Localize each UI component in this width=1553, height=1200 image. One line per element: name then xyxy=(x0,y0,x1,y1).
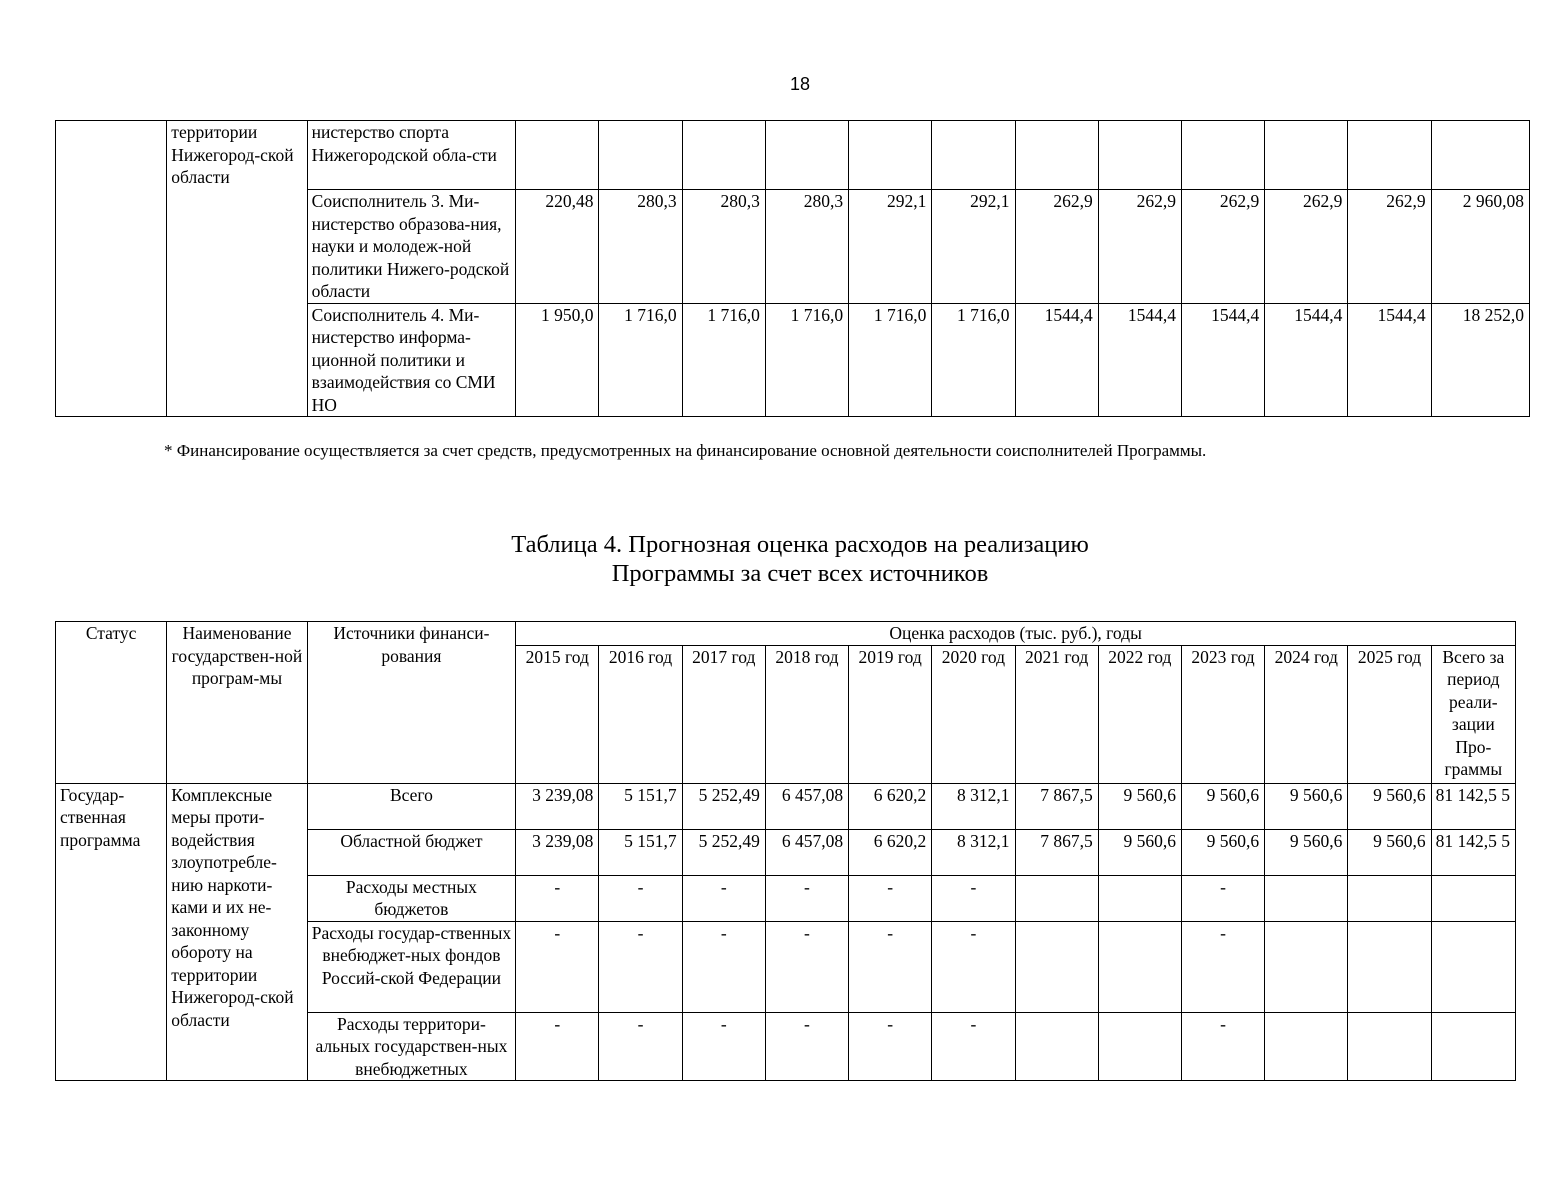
continuation-table xyxy=(55,120,1530,417)
executor-label: нистерство спорта Нижегородской обла-сти xyxy=(307,121,516,190)
value-cell: 1 716,0 xyxy=(599,303,682,417)
header-total: Всего за период реали-зации Про-граммы xyxy=(1431,645,1515,783)
value-cell: 6 457,08 xyxy=(765,783,848,829)
value-cell: - xyxy=(849,1012,932,1081)
value-cell: 5 252,49 xyxy=(682,783,765,829)
header-year: 2024 год xyxy=(1265,645,1348,783)
header-row xyxy=(56,622,1516,646)
total-cell: 18 252,0 xyxy=(1431,303,1529,417)
value-cell xyxy=(1265,921,1348,1012)
total-cell: 2 960,08 xyxy=(1431,190,1529,304)
total-cell xyxy=(1431,1012,1515,1081)
value-cell: 9 560,6 xyxy=(1265,783,1348,829)
value-cell xyxy=(1098,921,1181,1012)
value-cell: 1544,4 xyxy=(1015,303,1098,417)
value-cell: 1 716,0 xyxy=(849,303,932,417)
value-cell: 1 716,0 xyxy=(682,303,765,417)
value-cell: 3 239,08 xyxy=(516,829,599,875)
program-name-cell: территории Нижегород-ской области xyxy=(167,121,307,417)
value-cell: - xyxy=(599,875,682,921)
value-cell: 1544,4 xyxy=(1098,303,1181,417)
value-cell: 1544,4 xyxy=(1265,303,1348,417)
value-cell xyxy=(1265,875,1348,921)
value-cell: - xyxy=(1181,875,1264,921)
value-cell xyxy=(1015,921,1098,1012)
header-status: Статус xyxy=(56,622,167,784)
value-cell: 5 151,7 xyxy=(599,783,682,829)
value-cell: 262,9 xyxy=(1181,190,1264,304)
value-cell: - xyxy=(1181,921,1264,1012)
header-program-name: Наименование государствен-ной програм-мы xyxy=(167,622,307,784)
value-cell: 280,3 xyxy=(682,190,765,304)
source-cell: Расходы государ-ственных внебюджет-ных фондов Россий-ской Федерации xyxy=(307,921,516,1012)
total-cell xyxy=(1431,921,1515,1012)
value-cell: 1544,4 xyxy=(1348,303,1431,417)
value-cell: 1 716,0 xyxy=(932,303,1015,417)
expense-forecast-table xyxy=(55,621,1516,1081)
table-row xyxy=(56,121,1530,190)
value-cell: 8 312,1 xyxy=(932,829,1015,875)
value-cell xyxy=(1015,121,1098,190)
value-cell: - xyxy=(765,921,848,1012)
header-year: 2022 год xyxy=(1098,645,1181,783)
value-cell: 280,3 xyxy=(765,190,848,304)
value-cell: 6 620,2 xyxy=(849,783,932,829)
header-year: 2018 год xyxy=(765,645,848,783)
value-cell xyxy=(1098,875,1181,921)
executor-label: Соисполнитель 4. Ми-нистерство информа-ционной политики и взаимодействия со СМИ НО xyxy=(307,303,516,417)
value-cell: 292,1 xyxy=(849,190,932,304)
value-cell xyxy=(1015,875,1098,921)
source-cell: Областной бюджет xyxy=(307,829,516,875)
value-cell: - xyxy=(932,921,1015,1012)
value-cell: 3 239,08 xyxy=(516,783,599,829)
value-cell: - xyxy=(849,921,932,1012)
source-cell: Расходы местных бюджетов xyxy=(307,875,516,921)
value-cell: - xyxy=(516,875,599,921)
footnote: * Финансирование осуществляется за счет средств, предусмотренных на финансирование основной деятельности соисполнителей Программы. xyxy=(164,441,1207,460)
value-cell: - xyxy=(1181,1012,1264,1081)
value-cell: 220,48 xyxy=(516,190,599,304)
value-cell: 1544,4 xyxy=(1181,303,1264,417)
value-cell: 9 560,6 xyxy=(1265,829,1348,875)
value-cell: 262,9 xyxy=(1015,190,1098,304)
value-cell xyxy=(1181,121,1264,190)
value-cell xyxy=(1015,1012,1098,1081)
value-cell: 1 716,0 xyxy=(765,303,848,417)
value-cell xyxy=(1265,1012,1348,1081)
value-cell: 9 560,6 xyxy=(1098,783,1181,829)
header-year: 2023 год xyxy=(1181,645,1264,783)
value-cell xyxy=(682,121,765,190)
value-cell xyxy=(516,121,599,190)
status-cell: Государ-ственная программа xyxy=(56,783,167,1081)
value-cell: 262,9 xyxy=(1265,190,1348,304)
header-year: 2017 год xyxy=(682,645,765,783)
value-cell: 292,1 xyxy=(932,190,1015,304)
value-cell: 9 560,6 xyxy=(1181,783,1264,829)
executor-label: Соисполнитель 3. Ми-нистерство образова-ния, науки и молодеж-ной политики Нижего-родской области xyxy=(307,190,516,304)
value-cell xyxy=(1098,1012,1181,1081)
value-cell: 9 560,6 xyxy=(1348,783,1431,829)
header-year: 2020 год xyxy=(932,645,1015,783)
value-cell: - xyxy=(765,875,848,921)
value-cell: 5 252,49 xyxy=(682,829,765,875)
value-cell: - xyxy=(682,875,765,921)
value-cell xyxy=(1265,121,1348,190)
value-cell: 280,3 xyxy=(599,190,682,304)
value-cell: 5 151,7 xyxy=(599,829,682,875)
header-year: 2021 год xyxy=(1015,645,1098,783)
value-cell: 9 560,6 xyxy=(1098,829,1181,875)
value-cell xyxy=(1348,121,1431,190)
header-year: 2025 год xyxy=(1348,645,1431,783)
value-cell: 262,9 xyxy=(1098,190,1181,304)
value-cell xyxy=(1098,121,1181,190)
value-cell xyxy=(599,121,682,190)
source-cell: Расходы территори-альных государствен-ных внебюджетных xyxy=(307,1012,516,1081)
source-cell: Всего xyxy=(307,783,516,829)
value-cell: 9 560,6 xyxy=(1181,829,1264,875)
header-year: 2019 год xyxy=(849,645,932,783)
table-title xyxy=(0,530,1553,588)
value-cell xyxy=(1348,921,1431,1012)
header-year: 2015 год xyxy=(516,645,599,783)
value-cell: 8 312,1 xyxy=(932,783,1015,829)
value-cell xyxy=(765,121,848,190)
value-cell: - xyxy=(516,1012,599,1081)
value-cell: 262,9 xyxy=(1348,190,1431,304)
value-cell: - xyxy=(599,1012,682,1081)
value-cell: 6 620,2 xyxy=(849,829,932,875)
program-name-cell: Комплексные меры проти-водействия злоупотребле-нию наркоти-ками и их не-законному обороту на территории Нижегород-ской области xyxy=(167,783,307,1081)
value-cell: - xyxy=(682,1012,765,1081)
value-cell xyxy=(849,121,932,190)
value-cell xyxy=(1348,875,1431,921)
table-row xyxy=(56,783,1516,829)
value-cell: - xyxy=(932,875,1015,921)
value-cell: - xyxy=(932,1012,1015,1081)
page-number: 18 xyxy=(789,74,811,94)
value-cell: 9 560,6 xyxy=(1348,829,1431,875)
total-cell: 81 142,5 5 xyxy=(1431,783,1515,829)
value-cell: 6 457,08 xyxy=(765,829,848,875)
header-sources: Источники финанси-рования xyxy=(307,622,516,784)
value-cell: 1 950,0 xyxy=(516,303,599,417)
table-title-line-1: Таблица 4. Прогнозная оценка расходов на реализацию xyxy=(511,531,1089,558)
value-cell: - xyxy=(765,1012,848,1081)
value-cell: - xyxy=(849,875,932,921)
status-cell xyxy=(56,121,167,417)
value-cell xyxy=(932,121,1015,190)
value-cell xyxy=(1348,1012,1431,1081)
value-cell: - xyxy=(516,921,599,1012)
value-cell: - xyxy=(682,921,765,1012)
value-cell: 7 867,5 xyxy=(1015,829,1098,875)
total-cell xyxy=(1431,121,1529,190)
total-cell: 81 142,5 5 xyxy=(1431,829,1515,875)
header-year: 2016 год xyxy=(599,645,682,783)
table-title-line-2: Программы за счет всех источников xyxy=(611,560,989,587)
header-estimate: Оценка расходов (тыс. руб.), годы xyxy=(516,622,1516,646)
value-cell: 7 867,5 xyxy=(1015,783,1098,829)
value-cell: - xyxy=(599,921,682,1012)
total-cell xyxy=(1431,875,1515,921)
